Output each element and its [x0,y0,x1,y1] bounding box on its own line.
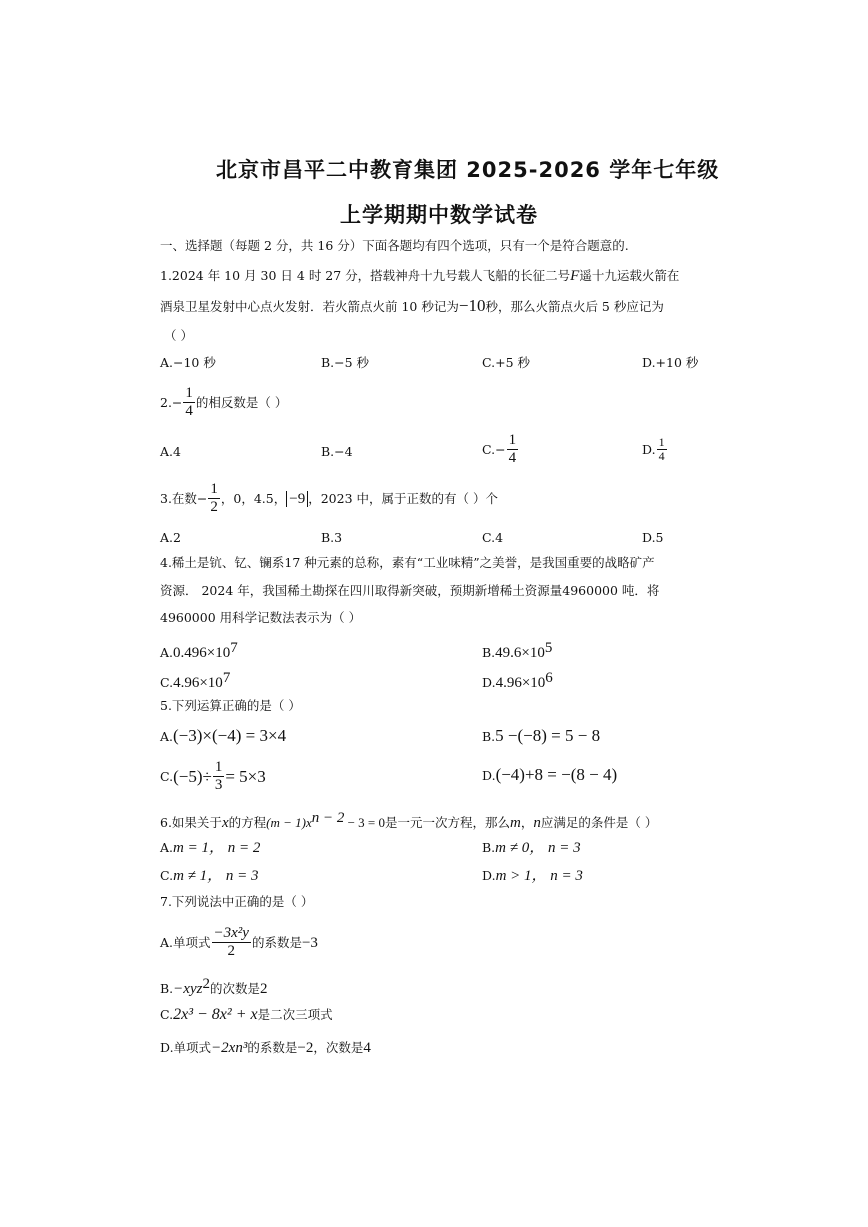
q4-option-a-label: A. [160,645,174,661]
q7-option-d-expr: −2xn³ [211,1040,248,1056]
q7-option-b-value: 2 [259,981,268,998]
q1-option-d: D.+10 秒 [642,355,699,370]
q7-option-c-post: 是二次三项式 [257,1007,333,1022]
q5-option-a-label: A. [160,729,174,744]
q2-option-d-den: 4 [658,449,665,463]
q4-option-d-exp: 6 [545,670,553,686]
q3-fraction [208,481,220,516]
q7-option-a [160,925,318,960]
q5-option-b-label: B. [482,729,496,744]
q5-option-c-fraction [213,759,225,794]
q4-option-b-label: B. [482,645,496,661]
q6-option-d [482,868,583,884]
q5-option-c-label: C. [160,768,174,784]
q3-option-c: C.4 [482,530,504,545]
q3-prefix: 3.在数− [160,490,208,506]
q6-option-d-label: D. [482,868,496,883]
question-7-stem: 7.下列说法中正确的是（ ） [160,894,314,909]
q4-option-c [160,670,230,691]
q4-option-a-exp: 7 [230,640,238,656]
q1-value: −10 [458,296,486,315]
q4-option-d-value: 4.96×10 [495,675,546,692]
q7-option-c [160,1007,333,1023]
q5-option-c-expr-b: = 5×3 [225,766,266,786]
q7-option-c-label: C. [160,1007,174,1022]
q4-option-c-label: C. [160,675,174,691]
q4-option-c-exp: 7 [222,670,231,686]
q7-option-a-value: −3 [301,934,318,951]
q6-option-b-label: B. [482,840,496,855]
q6-equation: (m − 1)x [266,815,312,831]
q2-fraction [183,385,195,420]
q7-option-a-fraction [212,925,251,960]
q1-option-a: A.−10 秒 [160,355,216,370]
question-1-line-2 [160,298,664,315]
q2-option-a: A.4 [160,444,181,459]
q4-option-c-value: 4.96×10 [173,675,223,692]
question-2-stem [160,385,287,420]
q6-equation-exp: n − 2 [311,810,345,826]
q6-equation-rest: − 3 = 0 [344,815,386,831]
q3-numerator: 1 [210,481,218,497]
q3-suffix: ，2023 中，属于正数的有（ ）个 [308,490,498,506]
q6-var-n: n [533,815,541,832]
q6-option-b [482,840,581,856]
q4-option-d-label: D. [482,675,496,691]
q5-option-c [160,759,266,794]
q7-option-c-expr: 2x³ − 8x² + x [173,1006,258,1023]
q2-option-c-prefix: C.− [482,441,506,457]
q6-text-a: 6.如果关于 [160,815,222,831]
q6-option-c [160,868,259,884]
q5-option-a [160,728,286,745]
q7-option-d [160,1040,371,1056]
q2-option-d-prefix: D. [642,441,656,457]
q4-option-b-exp: 5 [544,640,553,656]
question-1-paren: （ ） [164,328,193,343]
q2-suffix: 的相反数是（ ） [195,394,288,410]
q7-option-d-prefix: D.单项式 [160,1040,212,1055]
q7-option-a-prefix: A.单项式 [160,934,211,950]
q2-option-d-fraction [657,436,667,463]
question-4-line-2: 资源． 2024 年，我国稀土勘探在四川取得新突破，预期新增稀土资源量4960000 吨．将 [160,583,660,598]
question-3-stem [160,481,498,516]
q6-option-c-label: C. [160,868,174,883]
q7-option-b-exp: 2 [202,976,210,992]
q7-option-b-label: B. [160,981,174,997]
q6-text-d: 应满足的条件是（ ） [540,815,658,831]
q7-option-d-post2: ，次数是 [313,1040,364,1055]
q6-option-a [160,840,260,856]
q1-text-d: 秒，那么火箭点火后 5 秒应记为 [485,299,664,314]
question-1-line-1 [160,268,679,284]
q7-option-a-post: 的系数是 [251,934,302,950]
q2-option-c-fraction [507,432,519,467]
q5-option-a-expr: (−3)×(−4) = 3×4 [173,726,287,745]
q3-denominator: 2 [210,499,218,515]
q5-option-c-expr-a: (−5)÷ [173,766,212,786]
q2-numerator: 1 [185,385,193,401]
question-4-line-3: 4960000 用科学记数法表示为（ ） [160,610,362,625]
q2-option-c [482,432,519,467]
q6-var-m: m [510,815,521,832]
q2-option-d [642,436,668,463]
q6-option-b-value: m ≠ 0， n = 3 [495,840,581,856]
q7-option-a-den: 2 [227,943,235,959]
q3-mid: ，0，4.5， [220,490,287,506]
q1-option-c: C.+5 秒 [482,355,530,370]
q5-option-d [482,767,617,784]
q2-option-d-num: 1 [658,435,665,449]
q1-rocket-letter: F [570,268,580,284]
q5-option-d-expr: (−4)+8 = −(8 − 4) [495,765,618,784]
q4-option-d [482,670,553,691]
q2-option-c-num: 1 [508,432,517,448]
section-heading: 一、选择题（每题 2 分，共 16 分）下面各题均有四个选项，只有一个是符合题意的. [160,238,629,253]
q4-option-a-value: 0.496×10 [173,645,231,662]
q6-text-b: 的方程 [228,815,267,831]
q1-text-a: 1.2024 年 10 月 30 日 4 时 27 分，搭载神舟十九号载人飞船的长征二号 [160,268,571,283]
q2-prefix: 2.− [160,394,183,410]
q5-option-c-num: 1 [214,759,223,775]
q3-absolute-value: −9 [286,491,308,507]
q1-option-b: B.−5 秒 [321,355,370,370]
q3-option-a: A.2 [160,530,181,545]
q7-option-d-post: 的系数是 [247,1040,298,1055]
q4-option-b-value: 49.6×10 [495,645,545,662]
q6-text-c: 是一元一次方程，那么 [385,815,511,831]
q2-denominator: 4 [185,403,193,419]
q5-option-b-expr: 5 −(−8) = 5 − 8 [495,726,601,745]
q7-option-b [160,976,267,997]
q7-option-b-post: 的次数是 [209,981,260,997]
q2-option-c-den: 4 [508,450,517,466]
q6-comma: ， [520,815,534,831]
q7-option-d-degree: 4 [363,1040,371,1056]
q6-option-c-value: m ≠ 1， n = 3 [173,868,259,884]
q5-option-b [482,728,600,745]
q4-option-a [160,640,238,661]
q5-option-c-den: 3 [214,777,223,793]
q6-option-a-value: m = 1， n = 2 [173,840,261,856]
question-6-stem [160,810,657,831]
question-5-stem: 5.下列运算正确的是（ ） [160,698,301,713]
page-subtitle: 上学期期中数学试卷 [340,203,538,227]
q6-option-a-label: A. [160,840,174,855]
q3-option-d: D.5 [642,530,664,545]
q7-option-b-expr: −xyz [173,981,203,998]
q7-option-a-num: −3x²y [213,925,249,941]
question-4-line-1: 4.稀土是钪、钇、镧系17 种元素的总称，素有“工业味精”之美誉，是我国重要的战略矿产 [160,555,655,570]
q1-text-c: 酒泉卫星发射中心点火发射．若火箭点火前 10 秒记为 [160,299,459,314]
q2-option-b: B.−4 [321,444,353,459]
q4-option-b [482,640,552,661]
page-title: 北京市昌平二中教育集团 2025-2026 学年七年级 [216,158,720,182]
q1-text-b: 遥十九运载火箭在 [579,268,680,283]
q6-var-x: x [221,815,229,832]
q5-option-d-label: D. [482,768,496,783]
q6-option-d-value: m > 1， n = 3 [495,868,583,884]
q3-option-b: B.3 [321,530,343,545]
q7-option-d-coef: −2 [297,1040,314,1056]
